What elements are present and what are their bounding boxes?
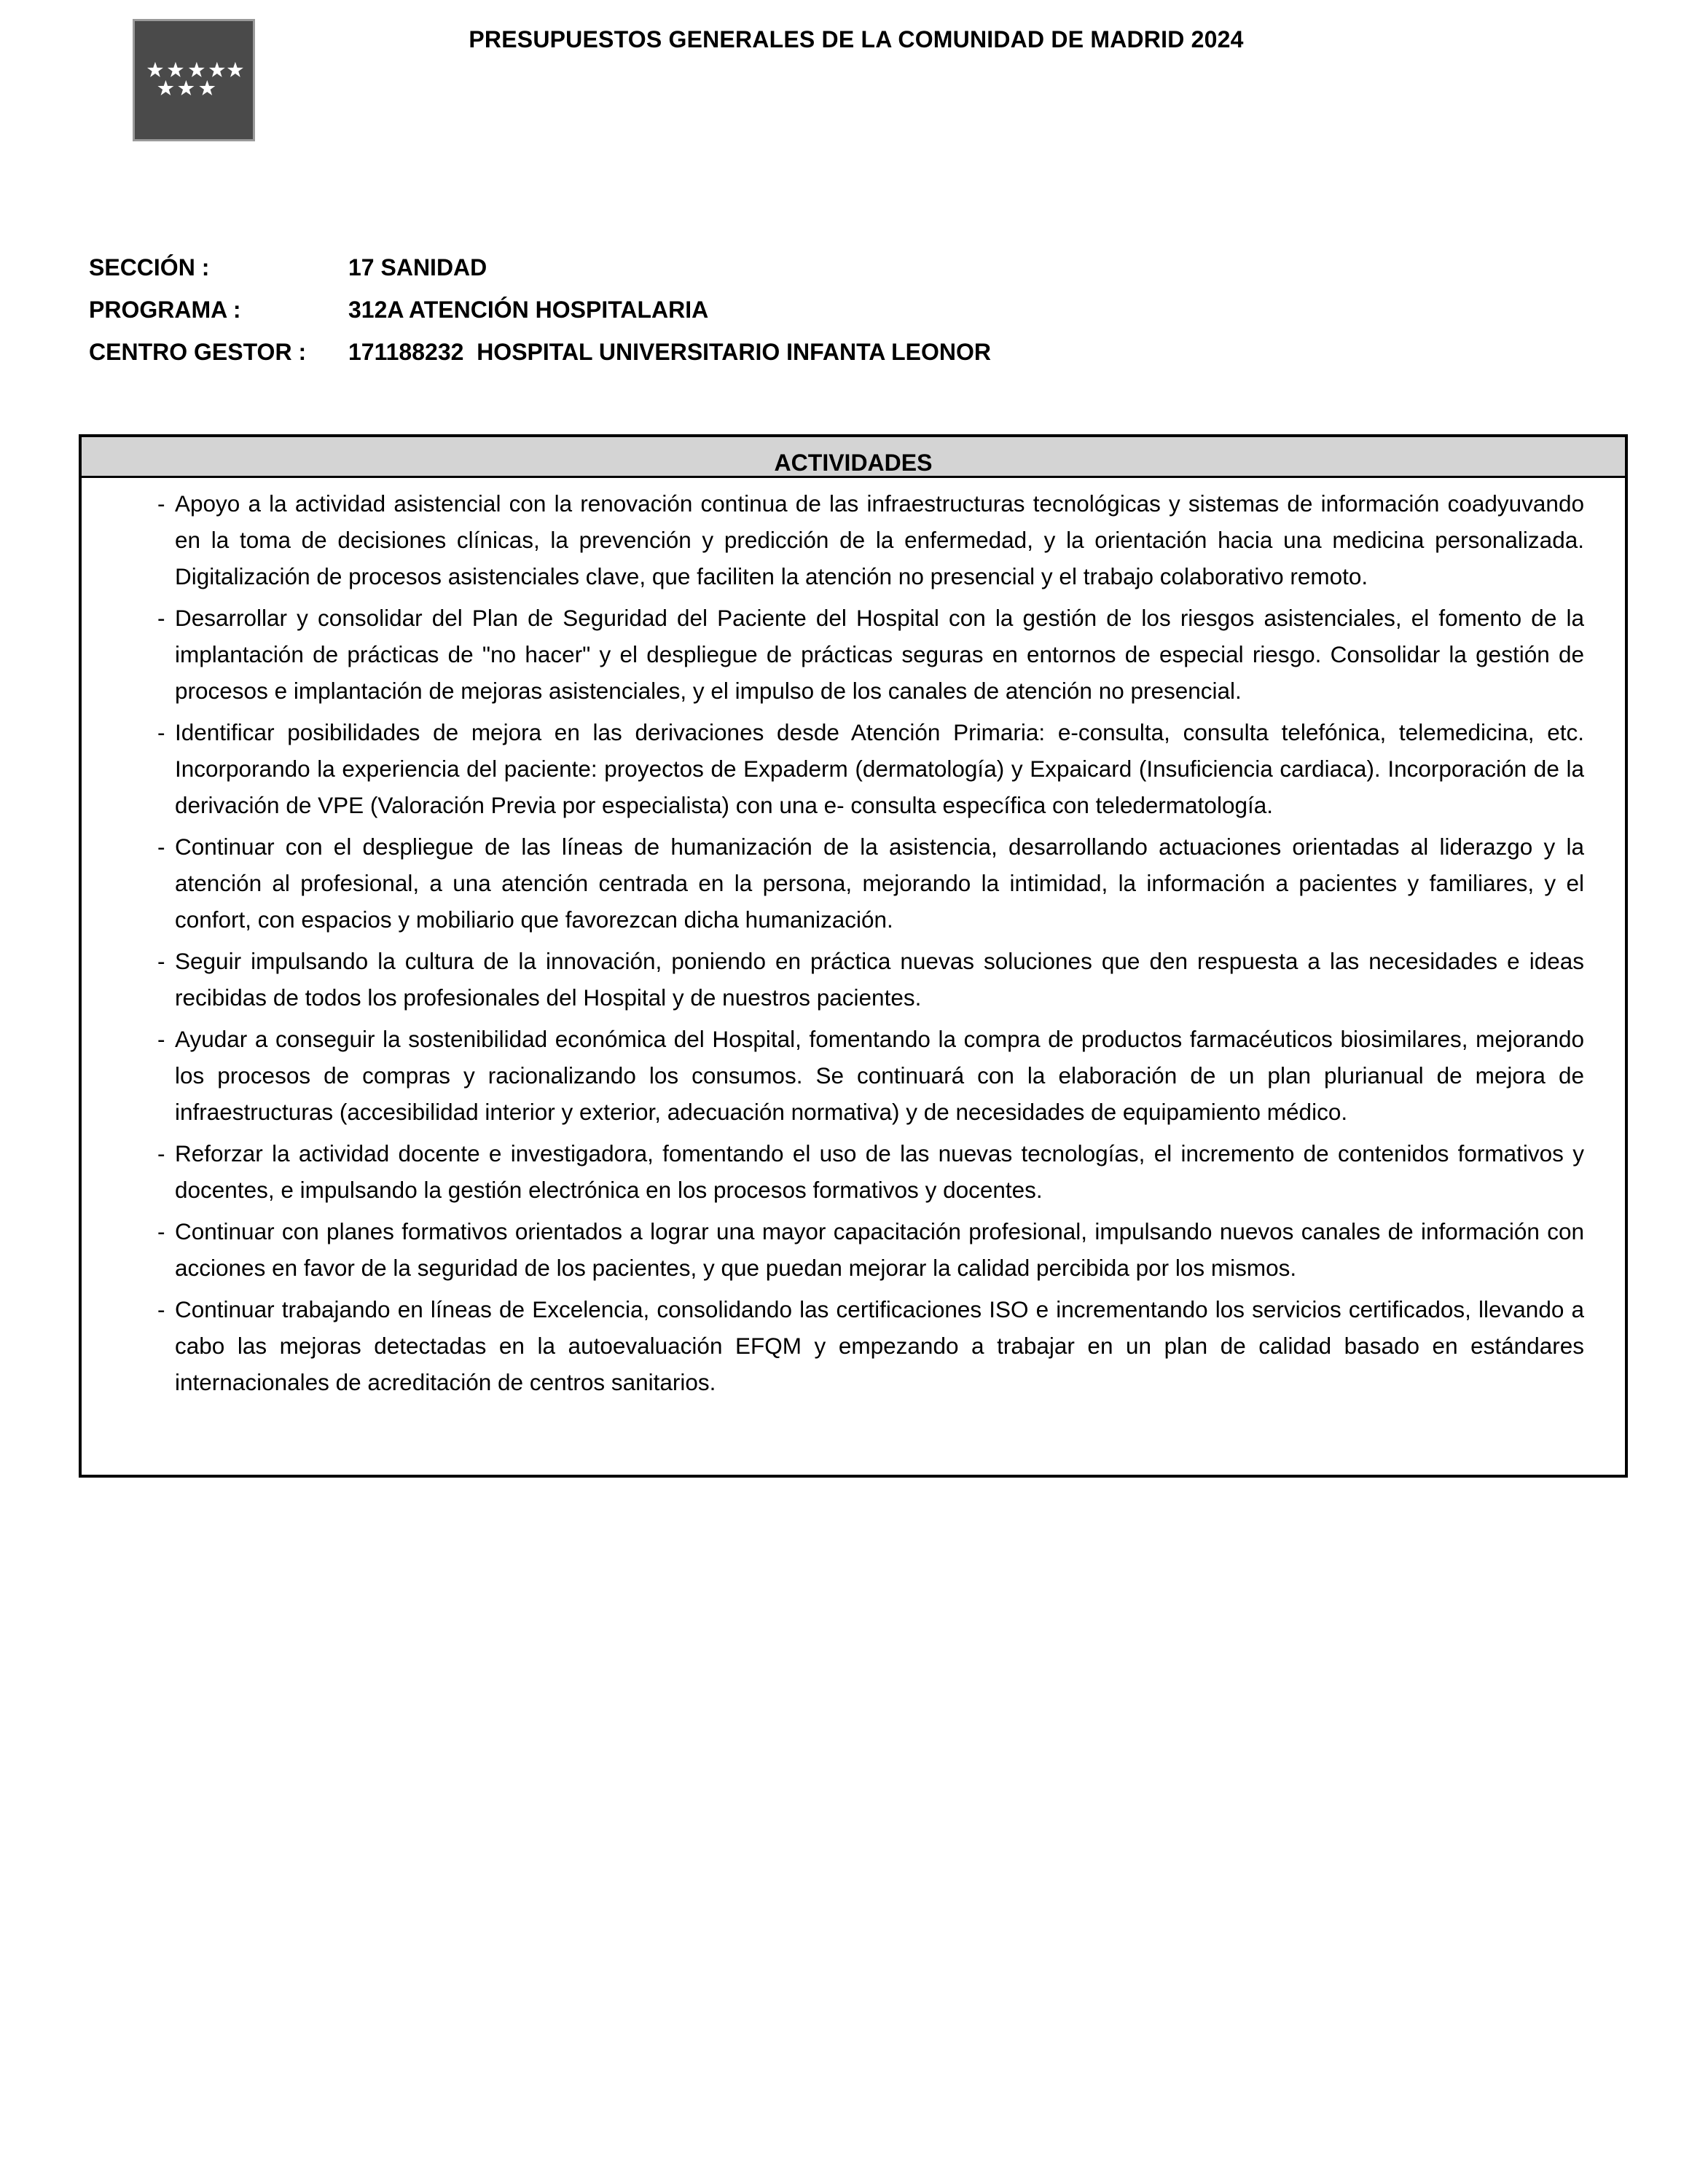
centro-gestor-value: 171188232 HOSPITAL UNIVERSITARIO INFANTA LEONOR bbox=[348, 338, 991, 365]
list-bullet: - bbox=[157, 605, 165, 631]
list-bullet: - bbox=[157, 834, 165, 860]
list-bullet: - bbox=[157, 490, 165, 517]
activity-text: Ayudar a conseguir la sostenibilidad económica del Hospital, fomentando la compra de productos farmacéuticos biosimilares, mejorando los procesos de compras y racionalizando los consumos. Se continuará con la elaboración de un plan plurianual de mejora de infraestructuras (accesibilidad interior y exterior, adecuación normativa) y de necesidades de equipamiento médico. bbox=[175, 1026, 1584, 1125]
program-metadata bbox=[89, 246, 991, 373]
list-item bbox=[82, 600, 1584, 709]
activity-text: Reforzar la actividad docente e investigadora, fomentando el uso de las nuevas tecnologías, el incremento de contenidos formativos y docentes, e impulsando la gestión electrónica en los procesos formativos y docentes. bbox=[175, 1140, 1584, 1203]
activity-text: Continuar con planes formativos orientados a lograr una mayor capacitación profesional, impulsando nuevos canales de información con acciones en favor de la seguridad de los pacientes, y que puedan mejorar la calidad percibida por los mismos. bbox=[175, 1218, 1584, 1281]
list-bullet: - bbox=[157, 948, 165, 974]
list-item bbox=[82, 1213, 1584, 1286]
activity-text: Identificar posibilidades de mejora en las derivaciones desde Atención Primaria: e-consulta, consulta telefónica, telemedicina, etc. Incorporando la experiencia del paciente: proyectos de Expaderm (dermatología) y Expaicard (Insuficiencia cardiaca). Incorporación de la derivación de VPE (Valoración Previa por especialista) con una e- consulta específica con teledermatología. bbox=[175, 719, 1584, 818]
centro-gestor-row bbox=[89, 331, 991, 373]
list-item bbox=[82, 1291, 1584, 1400]
seccion-row bbox=[89, 246, 991, 289]
activity-text: Continuar con el despliegue de las líneas de humanización de la asistencia, desarrollando actuaciones orientadas al liderazgo y la atención al profesional, a una atención centrada en la persona, mejorando la intimidad, la información a pacientes y familiares, y el confort, con espacios y mobiliario que favorezcan dicha humanización. bbox=[175, 834, 1584, 933]
list-item bbox=[82, 714, 1584, 823]
activity-text: Apoyo a la actividad asistencial con la renovación continua de las infraestructuras tecnológicas y sistemas de información coadyuvando en la toma de decisiones clínicas, la prevención y predicción de la enfermedad, y la orientación hacia una medicina personalizada. Digitalización de procesos asistenciales clave, que faciliten la atención no presencial y el trabajo colaborativo remoto. bbox=[175, 490, 1584, 589]
list-bullet: - bbox=[157, 1218, 165, 1244]
list-item bbox=[82, 485, 1584, 595]
seccion-value: 17 SANIDAD bbox=[348, 254, 487, 281]
list-item bbox=[82, 943, 1584, 1016]
list-bullet: - bbox=[157, 719, 165, 745]
programa-value: 312A ATENCIÓN HOSPITALARIA bbox=[348, 296, 709, 323]
list-item bbox=[82, 1021, 1584, 1130]
centro-gestor-label: CENTRO GESTOR : bbox=[89, 338, 307, 365]
document-title: PRESUPUESTOS GENERALES DE LA COMUNIDAD DE MADRID 2024 bbox=[469, 26, 1244, 52]
activity-text: Continuar trabajando en líneas de Excelencia, consolidando las certificaciones ISO e incrementando los servicios certificados, llevando a cabo las mejoras detectadas en la autoevaluación EFQM y empezando a trabajar en un plan de calidad basado en estándares internacionales de acreditación de centros sanitarios. bbox=[175, 1296, 1584, 1395]
activities-header: ACTIVIDADES bbox=[82, 437, 1625, 478]
activity-text: Seguir impulsando la cultura de la innovación, poniendo en práctica nuevas soluciones que den respuesta a las necesidades e ideas recibidas de todos los profesionales del Hospital y de nuestros pacientes. bbox=[175, 948, 1584, 1011]
programa-row bbox=[89, 289, 991, 331]
programa-label: PROGRAMA : bbox=[89, 296, 241, 323]
madrid-flag-stars-icon bbox=[133, 19, 255, 141]
list-item bbox=[82, 1135, 1584, 1208]
activities-section bbox=[79, 434, 1628, 1478]
activity-text: Desarrollar y consolidar del Plan de Seguridad del Paciente del Hospital con la gestión de los riesgos asistenciales, el fomento de la implantación de prácticas de "no hacer" y el despliegue de prácticas seguras en entornos de especial riesgo. Consolidar la gestión de procesos e implantación de mejoras asistenciales, y el impulso de los canales de atención no presencial. bbox=[175, 605, 1584, 704]
list-bullet: - bbox=[157, 1296, 165, 1322]
seccion-label: SECCIÓN : bbox=[89, 254, 210, 281]
activities-list bbox=[82, 478, 1625, 1400]
list-bullet: - bbox=[157, 1026, 165, 1052]
list-item bbox=[82, 828, 1584, 938]
list-bullet: - bbox=[157, 1140, 165, 1167]
